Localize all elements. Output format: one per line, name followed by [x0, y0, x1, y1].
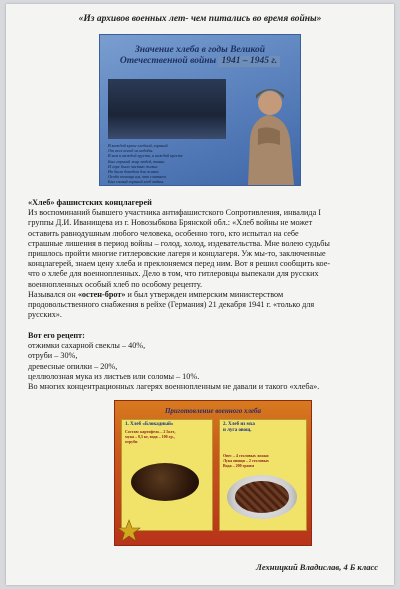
- author-signature: Лехницкий Владислав, 4 Б класс: [256, 562, 378, 572]
- poster2-title: Приготовление военного хлеба: [164, 407, 262, 415]
- bread-loaf-image: [131, 463, 199, 501]
- article-line: концлагерей, знаем цену хлеба и преклоняемся перед ним. Вот я решил сообщить кое-: [28, 259, 331, 269]
- star-icon: [117, 519, 141, 543]
- recipe-item: отжимки сахарной свеклы – 40%,: [28, 341, 146, 351]
- soldier-illustration: [228, 69, 298, 185]
- article-heading: «Хлеб» фашистских концлагерей: [28, 198, 152, 207]
- moss-bread-card: 2. Хлеб из мха и луга овощ. Овес – 4 столовых ложки Лука овощи – 2 столовых Вода – 200 грамм: [219, 419, 307, 531]
- blockade-bread-card: 1. Хлеб «Блокадный» Состав: картофель – 2 5кгх, мука – 0,5 кг, вода – 100 гр., отруби: [121, 419, 213, 531]
- article-line: Из воспоминаний бывшего участника антифашистского Сопротивления, инвалида I: [28, 208, 321, 218]
- article-line: пришлось пройти многие гитлеровские лагеря и концлагеря. Уж мы-то, заключенные: [28, 249, 326, 259]
- recipe-item: древесные опилки – 20%,: [28, 361, 118, 371]
- recipe-heading: Вот его рецепт:: [28, 331, 85, 340]
- poster-years: 1941 – 1945 г.: [218, 56, 280, 67]
- recipe-item: целлюлозная мука из листьев или соломы – 10%.: [28, 371, 200, 381]
- page-title: «Из архивов военных лет- чем питались во время войны»: [78, 14, 322, 24]
- article-line: группы Д.И. Иванищева из г. Новозыбкова Брянской обл.: «Хлеб войны не может: [28, 218, 313, 228]
- recipe-closing: Во многих концентрационных лагерях военнопленным не давали и такого «хлеба».: [28, 382, 320, 392]
- poster-poem: В каждой крохе хлебной, горький От всех погиб их недобы. В нем и каждой грусти, в каждой кресте Был горький жар людей, ткани. И горе было частью жизни Но были доводом для жизни Особо помощи им, что считаем Был самый горький хлеб войны.: [108, 143, 183, 185]
- bread-war-poster: [99, 34, 301, 186]
- article-line: военнопленных особый хлеб по особому рецепту.: [28, 279, 203, 289]
- article-line: продовольственного снабжения в рейхе (Германия) 21 декабря 1941 г. «только для: [28, 300, 315, 310]
- war-bread-recipe-poster: [114, 400, 312, 546]
- article-line: Назывался он «остен-брот» и был утвержден имперским министерством: [28, 289, 284, 299]
- bread-name: «остен-брот»: [77, 289, 126, 299]
- article-line: страшные лишения в период войны – голод, холод, издевательства. Мне волею судьбы: [28, 238, 330, 248]
- poster-title: Значение хлеба в годы Великой Отечественной войны 1941 – 1945 г.: [118, 45, 282, 67]
- article-section: [28, 198, 378, 320]
- recipe-section: [28, 331, 378, 392]
- moss-bread-image: [235, 481, 289, 513]
- recipe-item: отруби – 30%,: [28, 351, 78, 361]
- article-line: оставить равнодушным любого человека, особенно того, кто испытал на себе: [28, 228, 299, 238]
- document-page: [6, 4, 394, 585]
- article-line: русских».: [28, 310, 62, 320]
- wartime-photo: [108, 79, 226, 139]
- article-line: что о хлебе для военнопленных. Дело в том, что гитлеровцы выпекали для русских: [28, 269, 319, 279]
